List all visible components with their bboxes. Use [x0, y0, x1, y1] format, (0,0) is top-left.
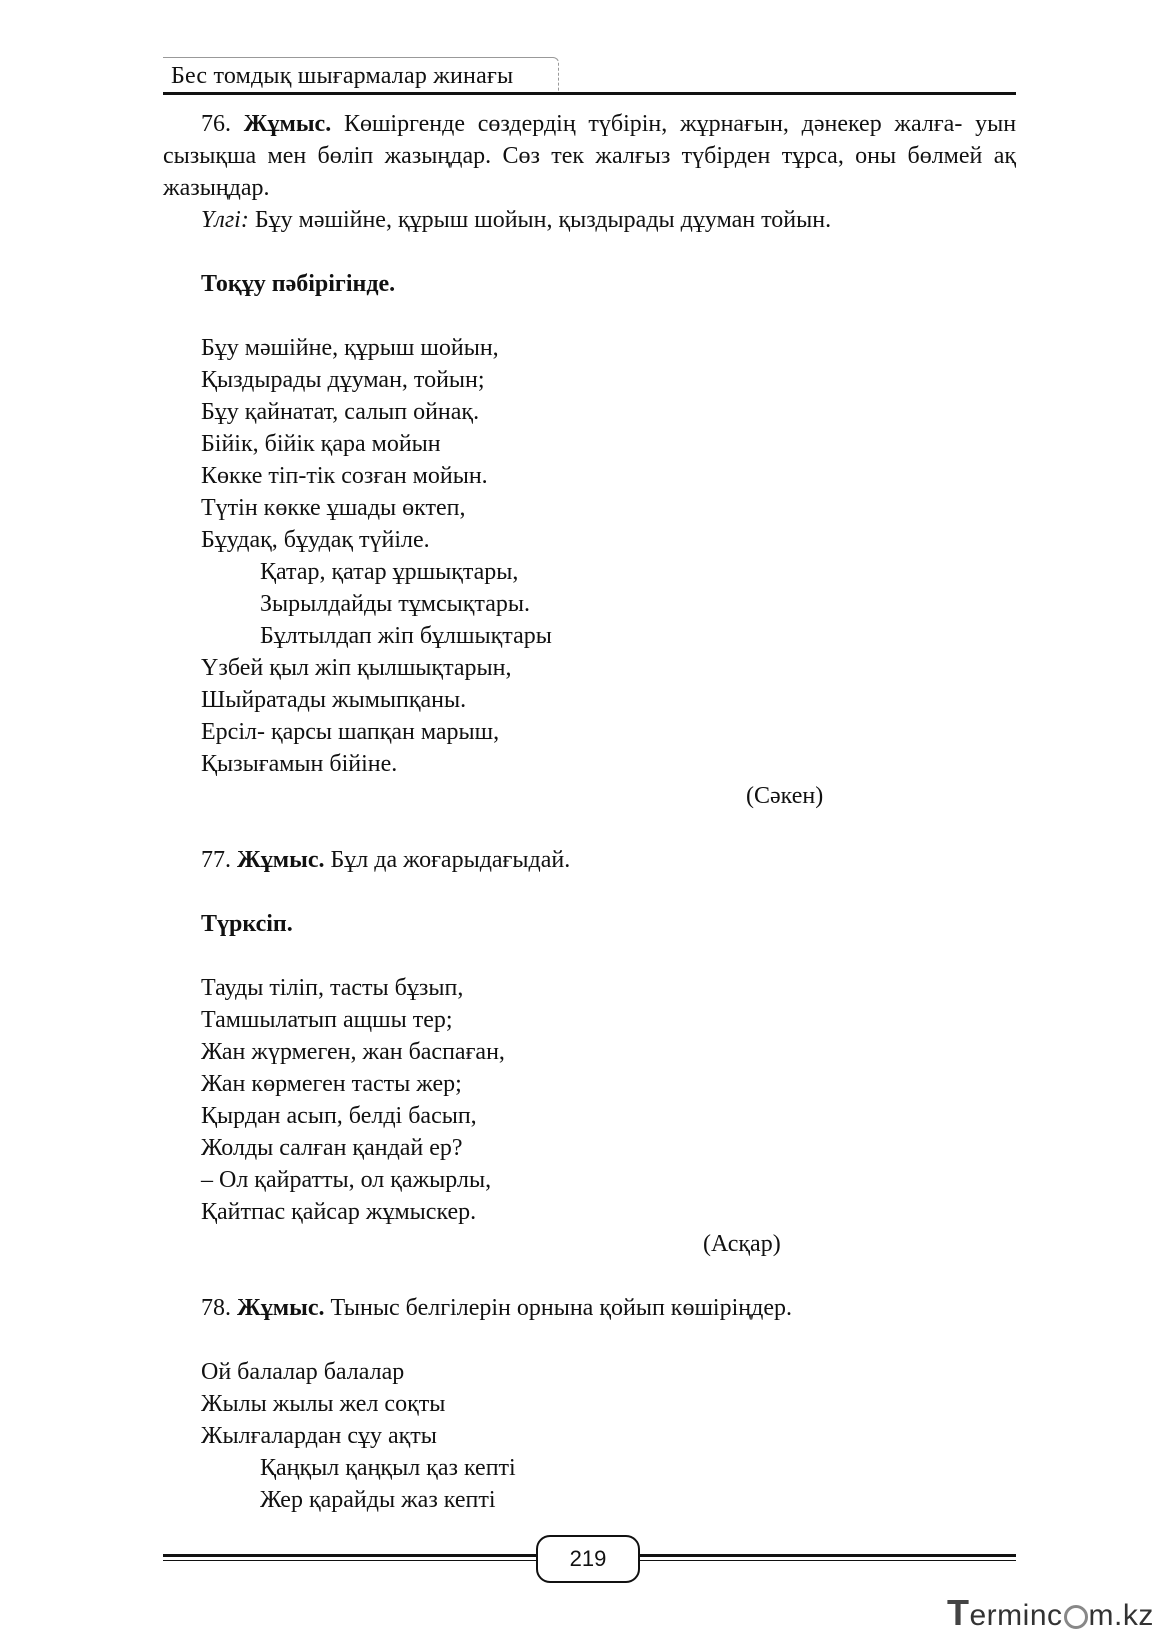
poem-2-author: (Асқар) — [703, 1231, 781, 1257]
task-76-text-1: Көшіргенде сөздердің түбірін, жұрнағын, дәнекер жалға- — [343, 111, 963, 137]
poem-2-line: Қайтпас қайсар жұмыскер. — [201, 1199, 477, 1225]
watermark-part1: erminc — [969, 1599, 1063, 1632]
poem-2-line: – Ол қайратты, ол қажырлы, — [201, 1167, 492, 1193]
poem-2-line: Жан көрмеген тасты жер; — [201, 1071, 462, 1097]
example-label: Үлгі: — [201, 207, 249, 233]
poem-1-indented-line: Зырылдайды тұмсықтары. — [260, 591, 530, 617]
task-76-paragraph — [163, 108, 1016, 204]
running-header — [163, 57, 1016, 97]
poem-1-line: Үзбей қыл жіп қылшықтарын, — [201, 655, 512, 681]
example-text: Бұу мәшійне, құрыш шойын, қыздырады дұуман тойын. — [254, 207, 832, 233]
task-78-text: Тыныс белгілерін орнына қойып көшіріңдер. — [330, 1295, 792, 1321]
task-76-number: 76. — [201, 111, 231, 137]
poem-1-line: Шыйратады жымыпқаны. — [201, 687, 467, 713]
page-footer — [163, 1533, 1016, 1583]
poem-1-indented-line: Қатар, қатар ұршықтары, — [260, 559, 519, 585]
poem-2-title: Түрксіп. — [201, 911, 293, 937]
task-76-example — [163, 204, 1016, 236]
page-number: 219 — [536, 1535, 640, 1583]
magnifier-icon — [1064, 1605, 1088, 1629]
poem-1-line: Бұудақ, бұудақ түйіле. — [201, 527, 430, 553]
poem-2-line: Тамшылатып ащшы тер; — [201, 1007, 453, 1033]
poem-2-line: Тауды тіліп, тасты бұзып, — [201, 975, 464, 1001]
poem-1-line: Көкке тіп-тік созған мойын. — [201, 463, 488, 489]
task-77-paragraph — [163, 844, 1016, 876]
task-77-number: 77. — [201, 847, 231, 873]
poem-3-line: Жылғалардан сұу ақты — [201, 1423, 437, 1449]
task-76-text-2: уын сызықша мен бөліп жазыңдар. Сөз тек жалғыз түбірден тұрса, оны — [163, 111, 1017, 169]
page-content — [163, 108, 1016, 1516]
watermark-t: T — [947, 1592, 970, 1633]
task-78-label: Жұмыс. — [237, 1295, 325, 1321]
poem-2-line: Жолды салған қандай ер? — [201, 1135, 463, 1161]
poem-1-line: Ерсіл- қарсы шапқан марыш, — [201, 719, 500, 745]
poem-3-line: Ой балалар балалар — [201, 1359, 405, 1385]
book-title: Бес томдық шығармалар жинағы — [171, 63, 514, 89]
termincom-watermark — [947, 1592, 1154, 1634]
task-76-label: Жұмыс. — [243, 111, 332, 137]
poem-3-indented-line: Қаңқыл қаңқыл қаз кепті — [260, 1455, 516, 1481]
task-77-label: Жұмыс. — [237, 847, 325, 873]
poem-1-line: Бійік, бійік қара мойын — [201, 431, 441, 457]
poem-1-line: Қыздырады дұуман, тойын; — [201, 367, 485, 393]
poem-2-line: Жан жүрмеген, жан баспаған, — [201, 1039, 505, 1065]
poem-1-line: Қызығамын бійіне. — [201, 751, 398, 777]
poem-2-line: Қырдан асып, белді басып, — [201, 1103, 477, 1129]
watermark-part2: m.kz — [1088, 1599, 1154, 1632]
poem-1-author: (Сәкен) — [746, 783, 824, 809]
task-77-text: Бұл да жоғарыдағыдай. — [330, 847, 571, 873]
poem-1-line: Бұу мәшійне, құрыш шойын, — [201, 335, 499, 361]
header-rule — [163, 92, 1016, 95]
task-78-number: 78. — [201, 1295, 231, 1321]
poem-1-indented-line: Бұлтылдап жіп бұлшықтары — [260, 623, 552, 649]
poem-1-line: Түтін көкке ұшады өктеп, — [201, 495, 466, 521]
task-78-paragraph — [163, 1292, 1016, 1324]
poem-1-title: Тоқұу пәбірігінде. — [201, 271, 396, 297]
poem-3-line: Жылы жылы жел соқты — [201, 1391, 446, 1417]
task-76-text-3: бөлмей ақ жазыңдар. — [163, 143, 1017, 201]
poem-3-indented-line: Жер қарайды жаз кепті — [260, 1487, 496, 1513]
poem-1-line: Бұу қайнатат, салып ойнақ. — [201, 399, 480, 425]
